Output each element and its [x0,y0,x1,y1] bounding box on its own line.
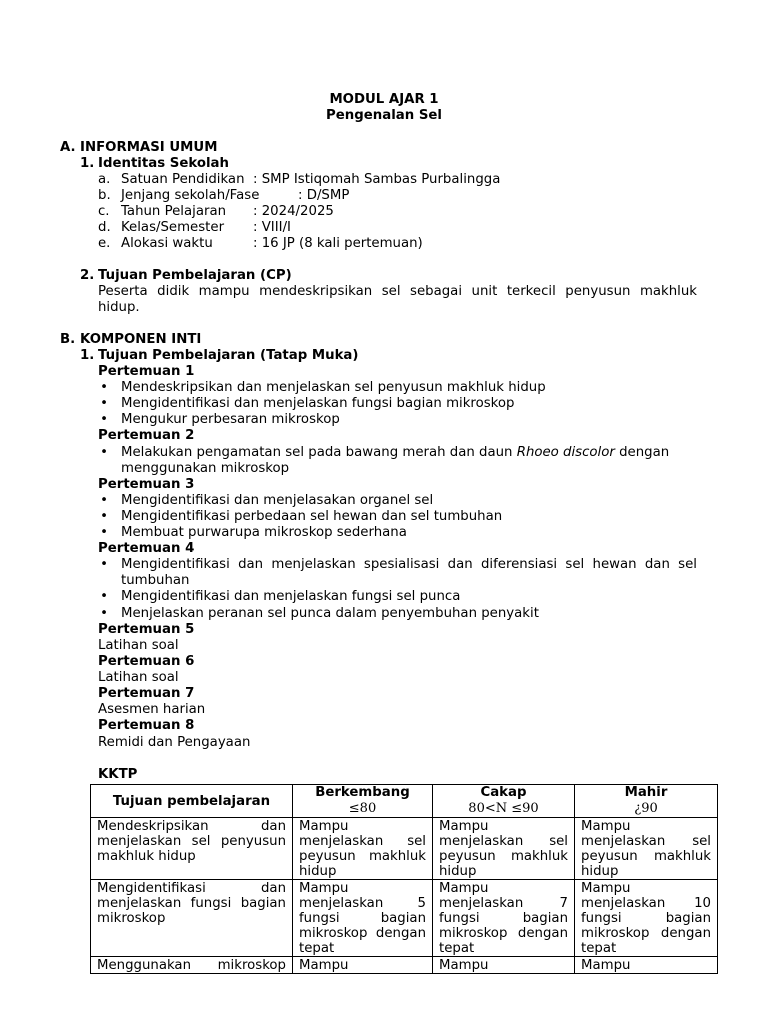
header-cell [433,785,575,818]
cp-number: 2. [80,268,95,283]
header-cell [91,785,293,818]
meeting-item: Mengidentifikasi dan menjelaskan fungsi sel punca [121,589,461,604]
identity-label: Tahun Pelajaran [121,204,227,219]
meeting-8-heading: Pertemuan 8 [98,718,195,733]
bullet-icon: • [100,606,108,621]
bullet-icon: • [100,412,108,427]
cp-text-line: Peserta didik mampu mendeskripsikan sel sebagai unit terkecil penyusun makhluk [98,284,697,299]
table-cell: Mendeskripsikan dan menjelaskan sel penyusun makhluk hidup [91,818,293,880]
section-b-letter: B. [60,332,76,347]
table-cell: Mampu menjelaskan sel peyusun makhluk hidup [575,818,718,880]
document-title: MODUL AJAR 1 [329,92,439,107]
meeting-8-text: Remidi dan Pengayaan [98,735,251,750]
section-b-heading: KOMPONEN INTI [80,332,202,347]
meeting-1-heading: Pertemuan 1 [98,364,195,379]
kktp-table [90,784,718,974]
meeting-7-text: Asesmen harian [98,702,206,717]
bullet-icon: • [100,557,108,572]
meeting-item: Menjelaskan peranan sel punca dalam penyembuhan penyakit [121,606,539,621]
identity-heading: Identitas Sekolah [98,156,229,171]
meeting-item: Mengidentifikasi perbedaan sel hewan dan sel tumbuhan [121,509,503,524]
header-criteria: ¿90 [634,801,658,816]
identity-letter: a. [98,172,111,187]
table-cell: Mampu [575,957,718,974]
species-name: Rhoeo discolor [516,445,615,460]
identity-letter: b. [98,188,111,203]
table-cell: Mampu menjelaskan 10 fungsi bagian mikroskop dengan tepat [575,880,718,957]
header-label: Cakap [480,785,527,800]
meeting-3-heading: Pertemuan 3 [98,477,195,492]
header-label: Berkembang [315,785,410,800]
cp-text-line: hidup. [98,300,140,315]
meeting-item: Mendeskripsikan dan menjelaskan sel penyusun makhluk hidup [121,380,546,395]
header-label: Mahir [624,785,668,800]
identity-value: : D/SMP [298,188,350,203]
table-row [91,818,718,880]
meeting-item-text: dengan [614,445,670,460]
identity-letter: d. [98,220,111,235]
identity-value: : VIII/I [253,220,291,235]
bullet-icon: • [100,380,108,395]
meeting-4-heading: Pertemuan 4 [98,541,195,556]
identity-letter: e. [98,236,111,251]
meeting-item: Mengidentifikasi dan menjelaskan spesialisasi dan diferensiasi sel hewan dan sel [121,557,697,572]
identity-label: Jenjang sekolah/Fase [121,188,260,203]
meeting-item: Mengukur perbesaran mikroskop [121,412,340,427]
meeting-item-continuation: tumbuhan [121,573,190,588]
bullet-icon: • [100,396,108,411]
bullet-icon: • [100,493,108,508]
table-cell: Mampu menjelaskan sel peyusun makhluk hidup [433,818,575,880]
identity-value: : SMP Istiqomah Sambas Purbalingga [253,172,501,187]
bullet-icon: • [100,589,108,604]
identity-number: 1. [80,156,95,171]
identity-value: : 2024/2025 [253,204,334,219]
table-row [91,880,718,957]
header-criteria: ≤80 [348,801,377,816]
meeting-item [121,445,669,461]
table-cell: Mampu menjelaskan sel peyusun makhluk hidup [293,818,433,880]
meeting-2-heading: Pertemuan 2 [98,428,195,443]
table-cell: Mengidentifikasi dan menjelaskan fungsi bagian mikroskop [91,880,293,957]
table-row [91,957,718,974]
table-cell: Mampu [293,957,433,974]
meeting-7-heading: Pertemuan 7 [98,686,195,701]
tp-heading: Tujuan Pembelajaran (Tatap Muka) [98,348,359,363]
kktp-heading: KKTP [98,767,138,782]
bullet-icon: • [100,445,108,460]
header-cell [575,785,718,818]
meeting-5-heading: Pertemuan 5 [98,622,195,637]
tp-number: 1. [80,348,95,363]
header-cell [293,785,433,818]
table-cell: Mampu [433,957,575,974]
meeting-item-text: Melakukan pengamatan sel pada bawang merah dan daun [121,445,517,460]
identity-letter: c. [98,204,110,219]
identity-label: Kelas/Semester [121,220,225,235]
meeting-5-text: Latihan soal [98,638,179,653]
section-a-letter: A. [60,140,76,155]
identity-label: Satuan Pendidikan [121,172,245,187]
meeting-6-text: Latihan soal [98,670,179,685]
meeting-item: Membuat purwarupa mikroskop sederhana [121,525,407,540]
identity-label: Alokasi waktu [121,236,213,251]
table-cell: Mampu menjelaskan 5 fungsi bagian mikroskop dengan tepat [293,880,433,957]
kktp-header-row [91,785,718,818]
meeting-item-continuation: menggunakan mikroskop [121,461,290,476]
header-criteria: 80<N ≤90 [468,801,539,816]
meeting-item: Mengidentifikasi dan menjelaskan fungsi bagian mikroskop [121,396,515,411]
table-cell-text: Menggunakan mikroskop [97,958,286,973]
document-subtitle: Pengenalan Sel [326,108,442,123]
identity-value: : 16 JP (8 kali pertemuan) [253,236,423,251]
header-label: Tujuan pembelajaran [112,793,271,809]
table-cell: Mampu menjelaskan 7 fungsi bagian mikroskop dengan tepat [433,880,575,957]
meeting-6-heading: Pertemuan 6 [98,654,195,669]
section-a-heading: INFORMASI UMUM [80,140,218,155]
bullet-icon: • [100,525,108,540]
meeting-item: Mengidentifikasi dan menjelasakan organel sel [121,493,434,508]
table-cell [91,957,293,974]
bullet-icon: • [100,509,108,524]
cp-heading: Tujuan Pembelajaran (CP) [98,268,292,283]
